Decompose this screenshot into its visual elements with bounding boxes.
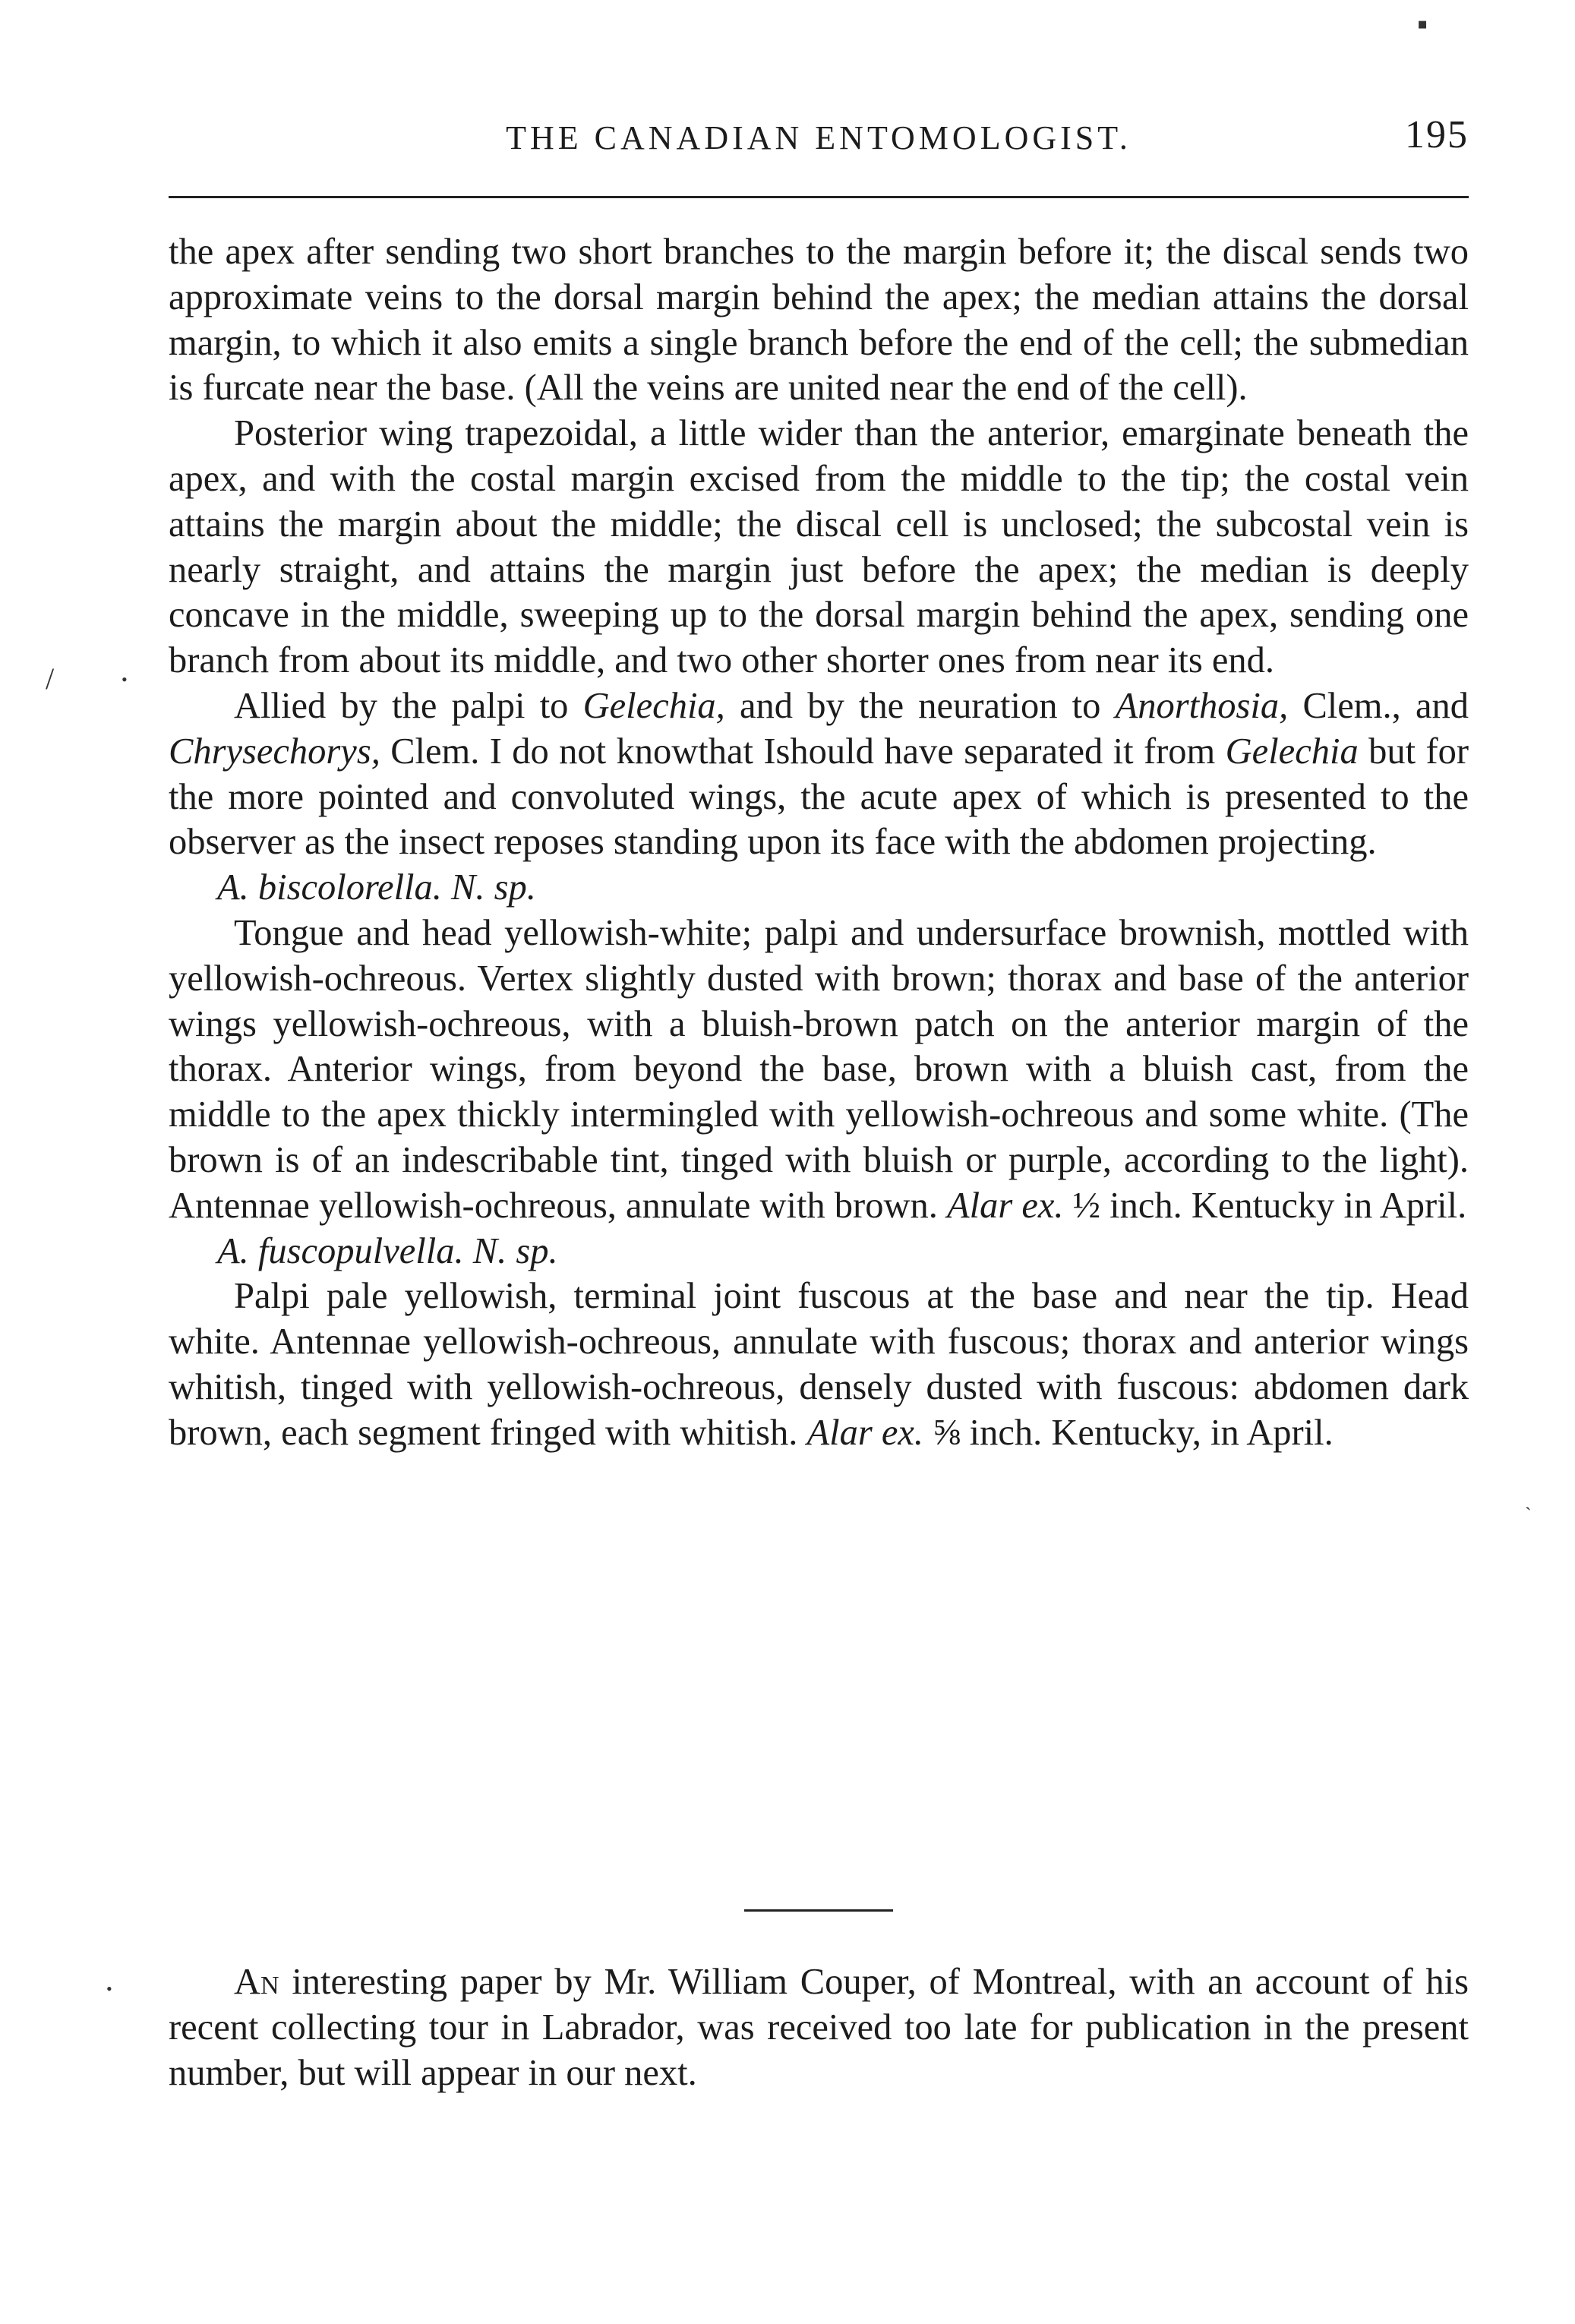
species-name: A. biscolorella. N. sp. (217, 867, 536, 908)
paragraph (169, 1959, 1469, 2095)
text-run: ⅝ inch. Kentucky, in April. (923, 1412, 1334, 1453)
text-run: Palpi pale yellowish, terminal joint fuscous at the base and near the tip. Head white. Antennae yellowish-ochreous, annulate with fuscous; thorax and anterior wings whitish, tinged with yellowish-ochreous, densely dusted with fuscous: abdomen dark brown, each segment fringed with whitish. (169, 1276, 1469, 1453)
text-run: interesting paper by Mr. William Couper, of Montreal, with an account of his recent collecting tour in Labrador, was received too late for publication in the present number, but will appear in our next. (169, 1962, 1469, 2093)
running-header (169, 112, 1469, 166)
section-divider (744, 1909, 893, 1912)
paragraph (169, 684, 1469, 865)
paragraph: Posterior wing trapezoidal, a little wider than the anterior, emarginate beneath the apex, and with the costal margin excised from the middle to the tip; the costal vein attains the margin about the middle; the discal cell is unclosed; the subcostal vein is nearly straight, and attains the margin just before the apex; the median is deeply concave in the middle, sweeping up to the dorsal margin behind the apex, sending one branch from about its middle, and two other shorter ones from near its end. (169, 413, 1469, 681)
text-run: but for the more pointed and convoluted wings, the acute apex of which is presented to the observer as the insect reposes standing upon its face with the abdomen projecting. (169, 731, 1469, 863)
genus-name: Gelechia (1225, 731, 1359, 772)
margin-speck: • (122, 670, 128, 689)
text-run: Allied by the palpi to (234, 685, 583, 726)
alar-label: Alar ex. (806, 1412, 924, 1453)
header-rule (169, 196, 1469, 198)
page-number: 195 (1405, 113, 1469, 156)
species-heading (169, 865, 1469, 911)
genus-name: Gelechia, (582, 685, 725, 726)
genus-name: Chrysechorys, (169, 731, 380, 772)
text-run: Clem., and (1288, 685, 1469, 726)
text-run: Clem. I do not knowthat Ishould have separated it from (380, 731, 1226, 772)
margin-speck: • (106, 1979, 112, 1998)
paragraph: the apex after sending two short branches to the margin before it; the discal sends two approximate veins to the dorsal margin behind the apex; the median attains the dorsal margin, to which it also emits a single branch before the end of the cell; the submedian is furcate near the base. (All the veins are united near the end of the cell). (169, 232, 1469, 409)
paragraph (169, 911, 1469, 1229)
margin-speck: ▪ (1417, 7, 1428, 41)
margin-speck: ` (1525, 1504, 1532, 1526)
text-run: Tongue and head yellowish-white; palpi and undersurface brownish, mottled with yellowish-ochreous. Vertex slightly dusted with brown; thorax and base of the anterior wings yellowish-ochreous, with a bluish-brown patch on the anterior margin of the thorax. Anterior wings, from beyond the base, brown with a bluish cast, from the middle to the apex thickly intermingled with yellowish-ochreous and some white. (The brown is of an indescribable tint, tinged with bluish or purple, according to the light). Antennae yellowish-ochreous, annulate with brown. (169, 912, 1469, 1226)
article-body (169, 229, 1469, 1456)
note-lead: An (234, 1962, 279, 2002)
margin-speck: / (46, 662, 55, 696)
editorial-note (169, 1959, 1469, 2095)
genus-name: Anorthosia, (1115, 685, 1289, 726)
alar-label: Alar ex. (946, 1185, 1064, 1226)
paragraph (169, 1274, 1469, 1455)
species-heading (169, 1229, 1469, 1274)
text-run: and by the neuration to (724, 685, 1116, 726)
text-run: ½ inch. Kentucky in April. (1063, 1185, 1467, 1226)
running-title: THE CANADIAN ENTOMOLOGIST. (506, 119, 1132, 156)
species-name: A. fuscopulvella. N. sp. (217, 1230, 558, 1271)
